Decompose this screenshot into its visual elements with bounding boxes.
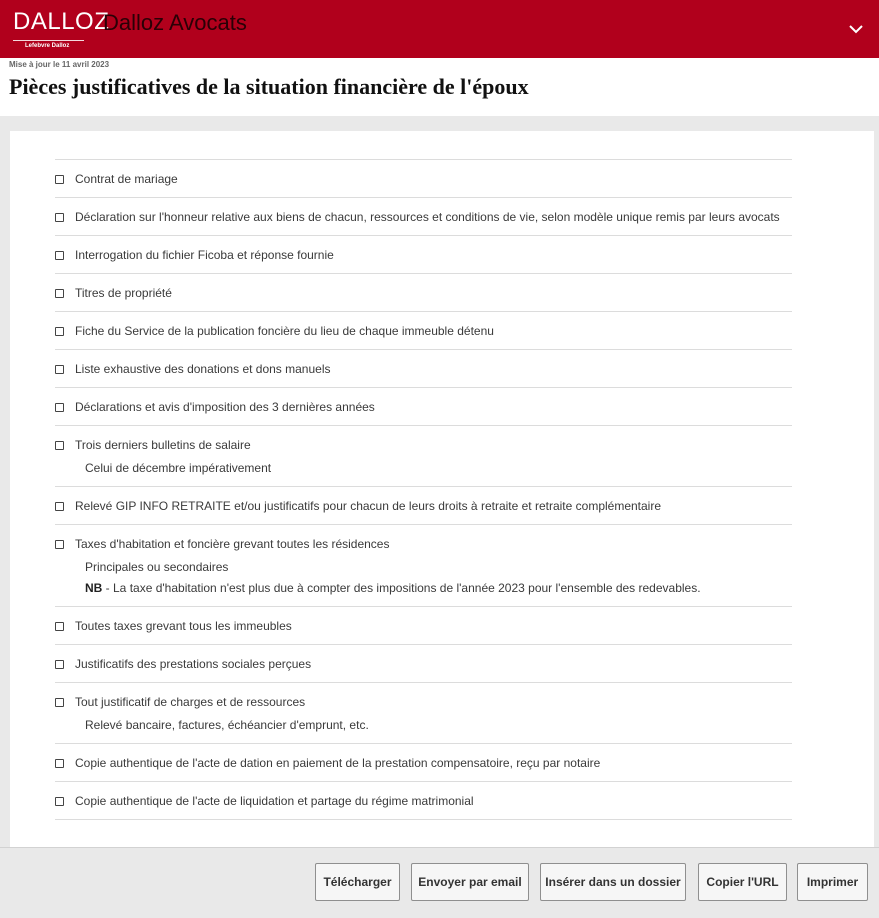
checklist-item (55, 525, 792, 607)
checklist-item-label: Taxes d'habitation et foncière grevant toutes les résidences (75, 537, 390, 551)
checklist-item (55, 160, 792, 198)
checklist-item-label: Justificatifs des prestations sociales perçues (75, 657, 312, 671)
print-button[interactable]: Imprimer (797, 863, 868, 901)
checklist-item-label: Liste exhaustive des donations et dons manuels (75, 362, 331, 376)
checkbox[interactable] (55, 403, 64, 412)
copy-url-button[interactable]: Copier l'URL (698, 863, 787, 901)
checkbox[interactable] (55, 251, 64, 260)
checkbox[interactable] (55, 660, 64, 669)
checklist-item-label: Trois derniers bulletins de salaire (75, 438, 251, 452)
checklist-item (55, 274, 792, 312)
checkbox[interactable] (55, 327, 64, 336)
email-button[interactable]: Envoyer par email (411, 863, 529, 901)
insert-folder-button[interactable]: Insérer dans un dossier (540, 863, 686, 901)
checklist-item (55, 683, 792, 744)
checklist-item-label: Interrogation du fichier Ficoba et réponse fournie (75, 248, 334, 262)
checklist-item-label: Toutes taxes grevant tous les immeubles (75, 619, 292, 633)
page-title: Pièces justificatives de la situation financière de l'époux (9, 74, 529, 99)
checkbox[interactable] (55, 797, 64, 806)
checklist-item-label: Déclaration sur l'honneur relative aux biens de chacun, ressources et conditions de vie, selon modèle unique remis par leurs avocats (75, 210, 780, 224)
checkbox[interactable] (55, 289, 64, 298)
dalloz-logo[interactable] (13, 8, 110, 52)
note-text: - La taxe d'habitation n'est plus due à compter des impositions de l'année 2023 pour l'ensemble des redevables. (102, 581, 701, 595)
checkbox[interactable] (55, 365, 64, 374)
note-label: NB (85, 581, 103, 595)
checklist-item (55, 607, 792, 645)
checklist-item-detail: Relevé bancaire, factures, échéancier d'emprunt, etc. (85, 718, 369, 732)
checklist-item-note (75, 580, 792, 596)
checkbox[interactable] (55, 213, 64, 222)
checklist-item-detail: Celui de décembre impérativement (85, 461, 272, 475)
download-button[interactable]: Télécharger (315, 863, 400, 901)
checklist-item-label: Tout justificatif de charges et de ressources (75, 695, 306, 709)
checklist-item-label: Contrat de mariage (75, 172, 178, 186)
checklist-item (55, 744, 792, 782)
checklist-item (55, 645, 792, 683)
checklist-item (55, 388, 792, 426)
page-header (0, 58, 879, 116)
checkbox[interactable] (55, 622, 64, 631)
checklist-item (55, 236, 792, 274)
checklist-item-label: Titres de propriété (75, 286, 172, 300)
logo-divider (13, 40, 84, 41)
update-date: Mise à jour le 11 avril 2023 (9, 60, 110, 69)
checklist-item-label: Déclarations et avis d'imposition des 3 dernières années (75, 400, 375, 414)
logo-text: DALLOZ (13, 8, 110, 35)
checklist-card (10, 131, 874, 848)
checkbox[interactable] (55, 441, 64, 450)
action-bar (0, 847, 879, 918)
checklist-item-label: Relevé GIP INFO RETRAITE et/ou justificatifs pour chacun de leurs droits à retraite et retraite complémentaire (75, 499, 662, 513)
checkbox[interactable] (55, 698, 64, 707)
checklist-item-detail: Principales ou secondaires (85, 560, 229, 574)
checklist-item-label: Copie authentique de l'acte de dation en paiement de la prestation compensatoire, reçu par notaire (75, 756, 601, 770)
checklist-item (55, 312, 792, 350)
checklist-item-label: Copie authentique de l'acte de liquidation et partage du régime matrimonial (75, 794, 474, 808)
checklist-item (55, 487, 792, 525)
logo-subtitle: Lefebvre Dalloz (25, 43, 70, 49)
checklist-item (55, 782, 792, 820)
checkbox[interactable] (55, 175, 64, 184)
checklist-item (55, 426, 792, 487)
chevron-down-icon[interactable] (848, 23, 864, 35)
checklist-item (55, 198, 792, 236)
checkbox[interactable] (55, 540, 64, 549)
checklist-item (55, 350, 792, 388)
checkbox[interactable] (55, 759, 64, 768)
checklist-item-label: Fiche du Service de la publication foncière du lieu de chaque immeuble détenu (75, 324, 494, 338)
top-bar (0, 0, 879, 58)
checklist (55, 159, 792, 820)
brand-title: Dalloz Avocats (103, 10, 247, 35)
checkbox[interactable] (55, 502, 64, 511)
